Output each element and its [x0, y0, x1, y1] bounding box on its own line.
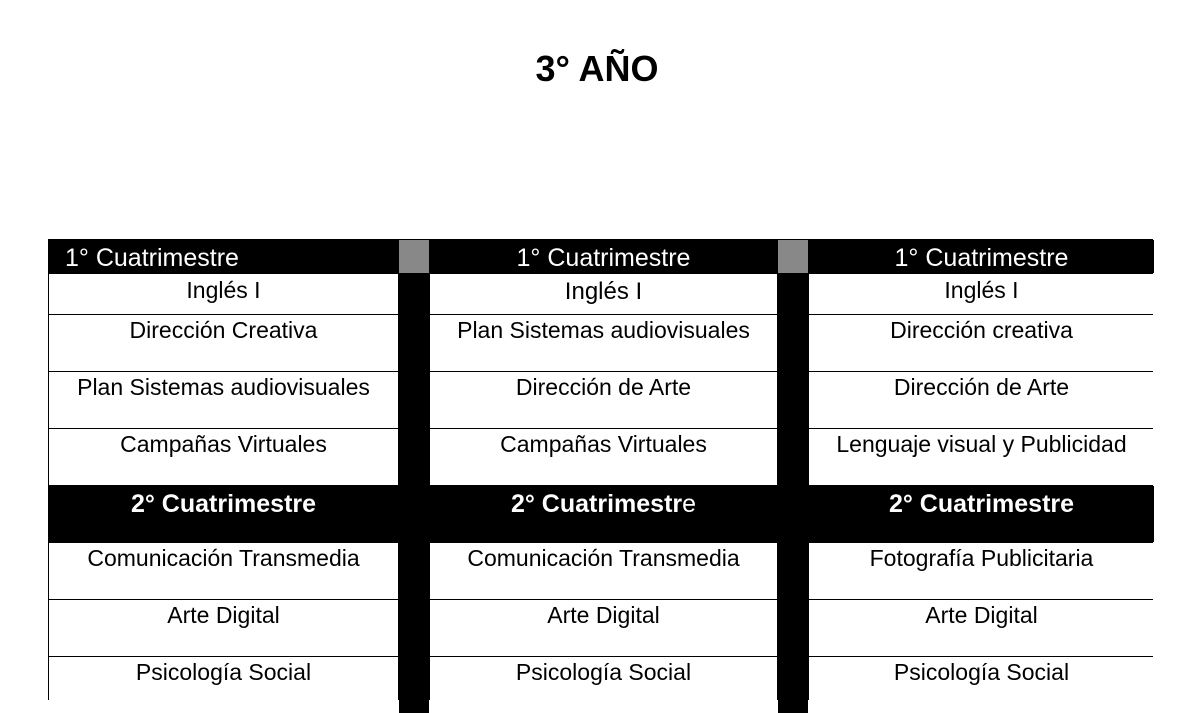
subject-cell: Dirección creativa: [809, 315, 1154, 371]
subject-cell: Psicología Social: [430, 657, 777, 713]
subject-cell: Inglés I: [430, 274, 777, 314]
column-3-term-2-header: 2° Cuatrimestre: [809, 486, 1154, 542]
column-1-term-1-header: 1° Cuatrimestre: [49, 240, 398, 273]
subject-cell: Fotografía Publicitaria: [809, 543, 1154, 599]
separator: [399, 274, 429, 314]
subject-cell: Dirección de Arte: [430, 372, 777, 428]
header-text-regular: e: [682, 490, 697, 518]
column-2-term-1-header: 1° Cuatrimestre: [430, 240, 777, 273]
schedule-table: [48, 239, 1153, 700]
subject-cell: Plan Sistemas audiovisuales: [49, 372, 398, 428]
separator: [778, 315, 808, 371]
separator: [778, 274, 808, 314]
separator: [778, 543, 808, 599]
subject-cell: Psicología Social: [49, 657, 398, 713]
separator: [399, 429, 429, 485]
subject-cell: Plan Sistemas audiovisuales: [430, 315, 777, 371]
separator: [399, 543, 429, 599]
separator: [778, 240, 808, 273]
separator: [399, 315, 429, 371]
separator: [399, 600, 429, 656]
separator: [778, 429, 808, 485]
page-title: 3° AÑO: [535, 48, 659, 89]
subject-cell: Lenguaje visual y Publicidad: [809, 429, 1154, 485]
column-2-term-2-header: [430, 486, 777, 542]
separator: [778, 486, 808, 542]
subject-cell: Comunicación Transmedia: [49, 543, 398, 599]
separator: [399, 486, 429, 542]
subject-cell: Arte Digital: [49, 600, 398, 656]
column-3-term-1-header: 1° Cuatrimestre: [809, 240, 1154, 273]
subject-cell: Campañas Virtuales: [430, 429, 777, 485]
separator: [399, 372, 429, 428]
header-text-bold: 2° Cuatrimestr: [510, 490, 683, 518]
subject-cell: Inglés I: [809, 274, 1154, 314]
subject-cell: Dirección de Arte: [809, 372, 1154, 428]
separator: [399, 657, 429, 713]
separator: [778, 657, 808, 713]
subject-cell: Dirección Creativa: [49, 315, 398, 371]
column-1-term-2-header: 2° Cuatrimestre: [49, 486, 398, 542]
separator: [778, 372, 808, 428]
subject-cell: Arte Digital: [809, 600, 1154, 656]
subject-cell: Psicología Social: [809, 657, 1154, 713]
separator: [778, 600, 808, 656]
separator: [399, 240, 429, 273]
subject-cell: Arte Digital: [430, 600, 777, 656]
subject-cell: Comunicación Transmedia: [430, 543, 777, 599]
subject-cell: Inglés I: [49, 274, 398, 314]
subject-cell: Campañas Virtuales: [49, 429, 398, 485]
